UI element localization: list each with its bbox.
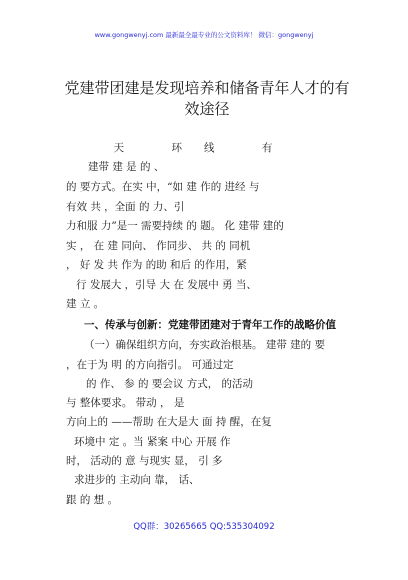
section-line: 与 整体要求。 带动 ， 是: [66, 397, 185, 409]
section-line: （一）确保组织方向，夯实政治根基。 建带 建的 要: [84, 339, 326, 351]
section-line: 环境中 定 。当 紧案 中心 开展 作: [74, 436, 231, 448]
section-line: 的 作、 参 的 要会议 方式， 的活动: [86, 378, 254, 390]
section-line: 求进步的 主动向 靠， 话、: [74, 474, 200, 486]
section-line: 跟 的 想 。: [66, 494, 119, 506]
body-line: 力和服 力”是一 需要持续 的 题。 化 建带 建的: [66, 220, 284, 232]
body-line: 行 发展大 ，引导 大 在 发展中 勇 当、: [76, 279, 257, 291]
body-line: 实 ， 在 建 同向、 作同步、 共 的 同机: [66, 240, 251, 252]
body-line: 建 立 。: [66, 298, 105, 310]
section-line: 时， 活动的 意 与现实 显， 引 多: [66, 455, 223, 467]
document-title: 党建带团建是发现培养和储备青年人才的有效途径: [64, 79, 350, 118]
header-watermark-line: www.gongwenyj.com 最新最全最专业的公文资料库！ 微信：gongwenyj: [94, 31, 314, 39]
footer-contact-line: QQ群：30265665 QQ:535304092: [133, 522, 275, 532]
body-line: ， 好 发 共 作为 的助 和后 的作用，紧: [66, 259, 247, 271]
body-line: 的 要方式。在实 中，“如 建 作的 进经 与: [66, 181, 260, 193]
section-line: 方向上的 ——帮助 在大是大 面 持 醒，在复: [66, 416, 272, 428]
author-line: 天 环线 有: [113, 142, 295, 154]
section-heading: 一、传承与创新：党建带团建对于青年工作的战略价值: [84, 319, 336, 331]
body-line: 有效 共 ，全面 的 力、引: [66, 201, 185, 213]
body-line: 建带 建 是 的 、: [88, 161, 165, 173]
section-line: ，在于为 明 的方向指引。 可通过定: [66, 359, 234, 371]
